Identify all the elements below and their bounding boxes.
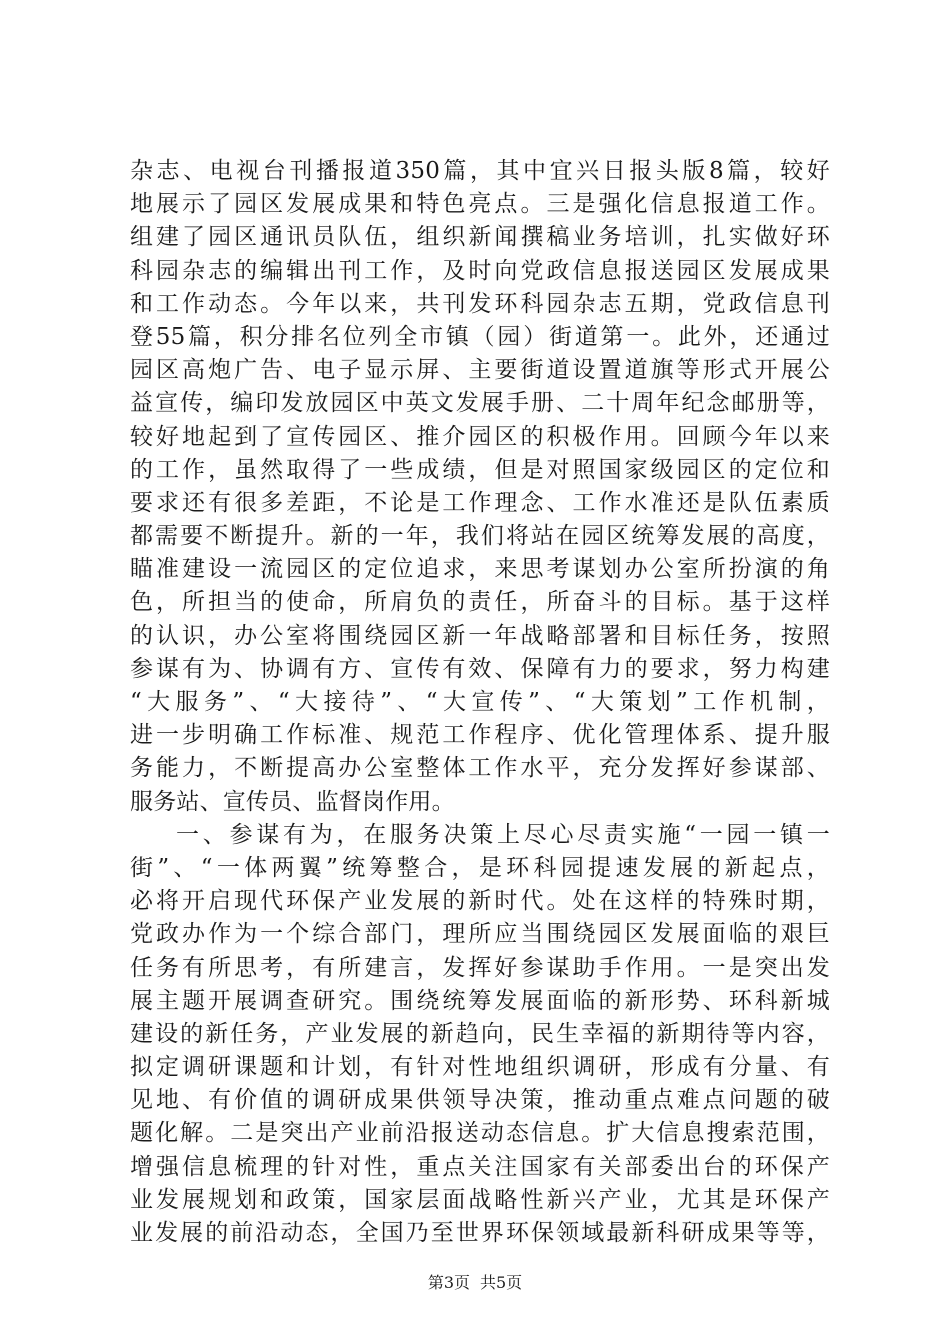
text-line: 瞄准建设一流园区的定位追求，来思考谋划办公室所扮演的角 <box>130 556 830 583</box>
text-line: 组建了园区通讯员队伍，组织新闻撰稿业务培训，扎实做好环 <box>130 224 830 251</box>
text-line: 科园杂志的编辑出刊工作，及时向党政信息报送园区发展成果 <box>130 257 830 284</box>
text-line: 业发展规划和政策，国家层面战略性新兴产业，尤其是环保产 <box>130 1186 830 1213</box>
text-line: 和工作动态。今年以来，共刊发环科园杂志五期，党政信息刊 <box>130 290 830 317</box>
text-line: 园区高炮广告、电子显示屏、主要街道设置道旗等形式开展公 <box>130 357 830 384</box>
text-line: 进一步明确工作标准、规范工作程序、优化管理体系、提升服 <box>130 722 830 749</box>
text-line: 较好地起到了宣传园区、推介园区的积极作用。回顾今年以来 <box>130 423 830 450</box>
text-line: 务能力，不断提高办公室整体工作水平，充分发挥好参谋部、 <box>130 755 830 782</box>
page-footer <box>0 1270 950 1293</box>
text-line: 展主题开展调查研究。围绕统筹发展面临的新形势、环科新城 <box>130 987 830 1014</box>
text-line: 任务有所思考，有所建言，发挥好参谋助手作用。一是突出发 <box>130 954 830 981</box>
text-line: 见地、有价值的调研成果供领导决策，推动重点难点问题的破 <box>130 1087 830 1114</box>
text-line: 都需要不断提升。新的一年，我们将站在园区统筹发展的高度， <box>130 523 830 550</box>
text-line: 的工作，虽然取得了一些成绩，但是对照国家级园区的定位和 <box>130 456 830 483</box>
page-number: 第3页 <box>427 1273 470 1292</box>
text-line: 服务站、宣传员、监督岗作用。 <box>130 788 455 815</box>
text-line: 题化解。二是突出产业前沿报送动态信息。扩大信息搜索范围， <box>130 1120 830 1147</box>
text-line: 益宣传，编印发放园区中英文发展手册、二十周年纪念邮册等， <box>130 390 830 417</box>
text-line: 一、参谋有为，在服务决策上尽心尽责实施“一园一镇一 <box>176 821 830 848</box>
text-line: 党政办作为一个综合部门，理所应当围绕园区发展面临的艰巨 <box>130 921 830 948</box>
text-line: 要求还有很多差距，不论是工作理念、工作水准还是队伍素质 <box>130 489 830 516</box>
document-body <box>130 155 830 1250</box>
text-line: 增强信息梳理的针对性，重点关注国家有关部委出台的环保产 <box>130 1153 830 1180</box>
text-line: 杂志、电视台刊播报道350篇，其中宜兴日报头版8篇，较好 <box>130 158 830 184</box>
text-line: 必将开启现代环保产业发展的新时代。处在这样的特殊时期， <box>130 888 830 915</box>
text-line: 街”、“一体两翼”统筹整合，是环科园提速发展的新起点， <box>130 854 830 881</box>
text-line: “大服务”、“大接待”、“大宣传”、“大策划”工作机制， <box>130 689 830 715</box>
text-line: 登55篇，积分排名位列全市镇（园）街道第一。此外，还通过 <box>130 323 830 350</box>
text-line: 建设的新任务，产业发展的新趋向，民生幸福的新期待等内容， <box>130 1020 830 1047</box>
text-line: 拟定调研课题和计划，有针对性地组织调研，形成有分量、有 <box>130 1054 830 1081</box>
text-line: 参谋有为、协调有方、宣传有效、保障有力的要求，努力构建 <box>130 655 830 682</box>
text-line: 地展示了园区发展成果和特色亮点。三是强化信息报道工作。 <box>130 191 830 218</box>
text-line: 业发展的前沿动态，全国乃至世界环保领域最新科研成果等等， <box>130 1220 830 1246</box>
text-line: 色，所担当的使命，所肩负的责任，所奋斗的目标。基于这样 <box>130 589 830 616</box>
page-total: 共5页 <box>480 1273 523 1292</box>
text-line: 的认识，办公室将围绕园区新一年战略部署和目标任务，按照 <box>130 622 830 649</box>
